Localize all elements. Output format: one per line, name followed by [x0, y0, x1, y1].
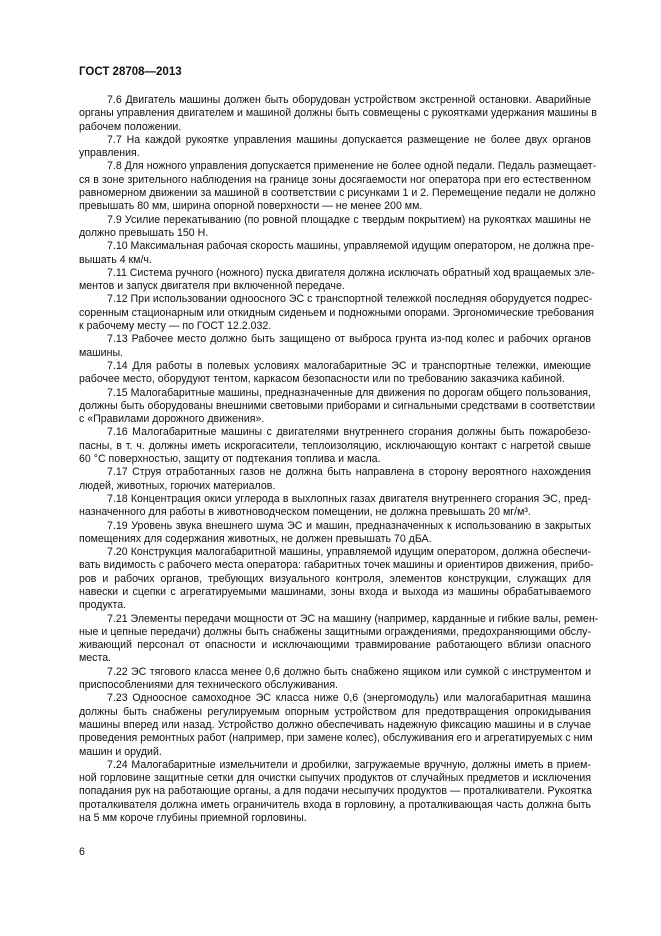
paragraph-line: 7.11 Система ручного (ножного) пуска двигателя должна исключать обратный ход вращаемых эле- [107, 266, 595, 279]
paragraph-line: 7.19 Уровень звука внешнего шума ЭС и машин, предназначенных к использованию в закрытых [107, 519, 591, 532]
paragraph-line: 7.7 На каждой рукоятке управления машины допускается размещение не более двух органов [107, 133, 591, 146]
paragraph-line: машин и орудий. [79, 745, 162, 758]
paragraph-line: органы управления двигателем и машиной должны быть совмещены с рукоятками удержания машины в [79, 107, 597, 120]
paragraph-line: 7.12 При использовании одноосного ЭС с транспортной тележкой последняя оборудуется подрес- [107, 293, 593, 306]
paragraph-line: живающий персонал от опасности и исключающими травмирование работающего вблизи опасного [79, 639, 591, 652]
paragraph-line: проталкивателя должна иметь ограничитель входа в горловину, а проталкивающая часть должна быть [79, 798, 591, 811]
paragraph-line: должно превышать 150 Н. [79, 226, 209, 239]
paragraph-line: ментов и запуск двигателя при включенной передаче. [79, 280, 345, 293]
paragraph [79, 134, 591, 161]
paragraph [79, 240, 595, 267]
paragraph-line: должны быть оборудованы внешними световыми приборами и сигнальными средствами в соответствии [79, 399, 596, 412]
paragraph-line: должны быть снабжены регулируемым опорным устройством для предотвращения опрокидывания [79, 705, 591, 718]
paragraph-line: машины. [79, 346, 123, 359]
paragraph-line: соренным стационарным или откидным сиденьем и подножными опорами. Эргономические требования [79, 306, 595, 319]
paragraph-line: 7.21 Элементы передачи мощности от ЭС на машину (например, карданные и гибкие валы, ремен- [107, 612, 599, 625]
paragraph-line: людей, животных, горючих материалов. [79, 479, 276, 492]
paragraph-line: управления. [79, 147, 140, 160]
paragraph [79, 293, 595, 333]
paragraph-line: пасны, в т. ч. должны иметь искрогасители, теплоизоляцию, исключающую контакт с нагретой свыше [79, 439, 591, 452]
paragraph [79, 692, 591, 758]
document-body [79, 94, 599, 825]
paragraph-line: попадания рук на работающие органы, а для подачи несыпучих продуктов — проталкиватели. Рукоятка [79, 785, 592, 798]
paragraph-line: 7.6 Двигатель машины должен быть оборудован устройством экстренной остановки. Аварийные [107, 94, 591, 106]
paragraph [79, 214, 591, 241]
paragraph [79, 759, 591, 825]
paragraph-line: ся в зоне зрительного наблюдения на границе зоны досягаемости ног оператора при его естественном [79, 173, 591, 186]
paragraph-line: с «Правилами дорожного движения». [79, 413, 265, 426]
paragraph-line: 7.9 Усилие перекатыванию (по ровной площадке с твердым покрытием) на рукоятках машины не [107, 213, 591, 226]
paragraph [79, 386, 596, 427]
paragraph-line: 7.20 Конструкция малогабаритной машины, управляемой идущим оператором, должна обеспечи- [107, 546, 591, 559]
paragraph-line: приспособлениями для технического обслуживания. [79, 679, 338, 692]
paragraph [79, 666, 591, 693]
paragraph-line: вышать 4 км/ч. [79, 253, 152, 266]
paragraph-line: 7.18 Концентрация окиси углерода в выхлопных газах двигателя внутреннего сгорания ЭС, пред- [107, 492, 591, 505]
paragraph [79, 493, 591, 520]
paragraph [79, 333, 591, 360]
document-header: ГОСТ 28708—2013 [79, 66, 182, 78]
paragraph-line: 7.22 ЭС тягового класса менее 0,6 должно быть снабжено ящиком или сумкой с инструментом и [107, 665, 591, 678]
paragraph-line: назначенного для работы в животноводческом помещении, не должна превышать 20 мг/м³. [79, 506, 531, 519]
paragraph [79, 612, 599, 666]
paragraph-line: проведения ремонтных работ (например, при замене колес), обслуживания его и агрегатируемых с ним [79, 732, 593, 745]
paragraph-line: помещениях для содержания животных, не должен превышать 70 дБА. [79, 532, 432, 545]
paragraph-line: 7.17 Струя отработанных газов не должна быть направлена в сторону вероятного нахождения [107, 466, 591, 479]
paragraph-line: 7.23 Одноосное самоходное ЭС класса ниже 0,6 (энергомодуль) или малогабаритная машина [107, 692, 591, 705]
paragraph-line: рабочее место, оборудуют тентом, каркасом безопасности или по требованию заказчика кабиной. [79, 373, 565, 386]
paragraph-line: 7.14 Для работы в полевых условиях малогабаритные ЭС и транспортные тележки, имеющие [107, 359, 591, 372]
paragraph-line: на 5 мм короче глубины приемной горловины. [79, 812, 307, 825]
paragraph-line: 60 °С поверхностью, защиту от подтекания топлива и масла. [79, 453, 381, 466]
paragraph [79, 466, 591, 493]
paragraph-line: ной горловине защитные сетки для очистки сыпучих продуктов от случайных предметов и исключения [79, 772, 591, 785]
paragraph-line: ров и рабочих органов, требующих визуального контроля, элементов конструкции, служащих для [79, 572, 591, 585]
paragraph-line: рабочем положении. [79, 120, 182, 133]
paragraph [79, 426, 591, 466]
paragraph [79, 546, 594, 612]
paragraph-line: навески и сцепки с агрегатируемыми машинами, зоны входа и выхода из машины обрабатываемого [79, 585, 591, 598]
paragraph-line: продукта. [79, 599, 127, 612]
paragraph-line: машины вперед или назад. Устройство должно обеспечивать надежную фиксацию машины и в случае [79, 718, 591, 731]
paragraph-line: 7.10 Максимальная рабочая скорость машины, управляемой идущим оператором, не должна пре- [107, 240, 595, 253]
paragraph-line: превышать 80 мм, ширина опорной поверхности — не менее 200 мм. [79, 200, 423, 213]
page-number: 6 [79, 846, 85, 858]
paragraph [79, 266, 595, 294]
paragraph-line: 7.8 Для ножного управления допускается применение не более одной педали. Педаль размещает- [107, 160, 597, 173]
paragraph [79, 360, 591, 387]
paragraph-line: вать видимость с рабочего места оператора: габаритных точек машины и ориентиров движения, прибо- [79, 559, 594, 572]
paragraph-line: равномерном движении за машиной в соответствии с рисунками 1 и 2. Перемещение педали не должно [79, 187, 596, 200]
paragraph-line: места. [79, 652, 112, 665]
paragraph [79, 94, 597, 134]
paragraph [79, 520, 591, 547]
paragraph-line: 7.15 Малогабаритные машины, предназначенные для движения по дорогам общего пользования, [107, 386, 591, 399]
paragraph-line: ные и цепные передачи) должны быть снабжены защитными ограждениями, предохраняющими обслу- [79, 625, 591, 638]
paragraph-line: 7.24 Малогабаритные измельчители и дробилки, загружаемые вручную, должны иметь в прием- [107, 758, 591, 771]
paragraph-line: к рабочему месту — по ГОСТ 12.2.032. [79, 320, 272, 333]
paragraph-line: 7.13 Рабочее место должно быть защищено от выброса грунта из-под колес и рабочих органов [107, 333, 591, 346]
paragraph [79, 160, 597, 213]
paragraph-line: 7.16 Малогабаритные машины с двигателями внутреннего сгорания должны быть пожаробезо- [107, 426, 591, 439]
